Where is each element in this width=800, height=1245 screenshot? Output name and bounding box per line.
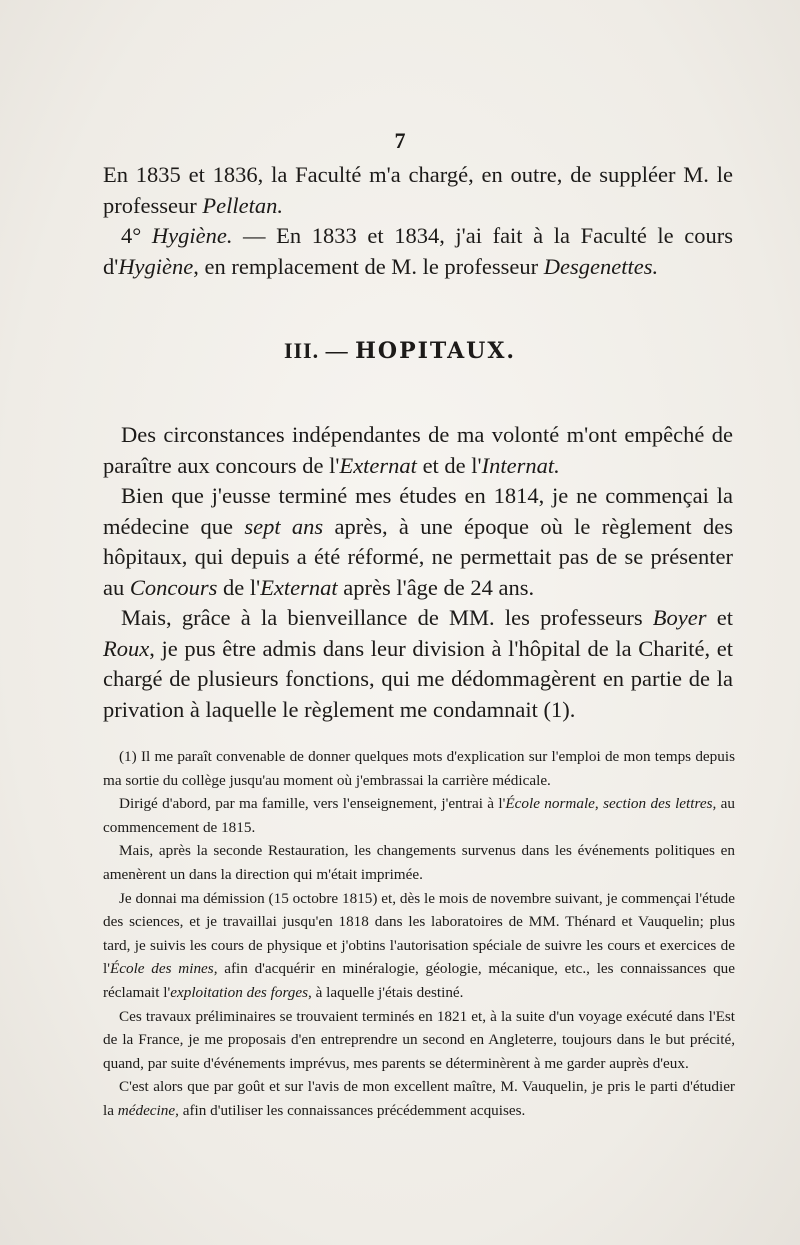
top-block	[103, 160, 733, 282]
page-number: 7	[394, 128, 406, 153]
hygiene-paragraph: 4° Hygiène. — En 1833 et 1834, j'ai fait à la Faculté le cours d'Hygiène, en remplacement de M. le professeur Desgenettes.	[103, 223, 733, 279]
hygiene-title: Hygiène.	[151, 223, 233, 248]
footnote-medecine: C'est alors que par goût et sur l'avis de mon excellent maître, M. Vauquelin, je pris le parti d'étudier la médecine, afin d'utiliser les connaissances précédemment acquises.	[103, 1078, 735, 1119]
footnote-travaux: Ces travaux préliminaires se trouvaient terminés en 1821 et, à la suite d'un voyage exécuté dans l'Est de la France, je me proposais d'en entreprendre un second en Angleterre, toujours dans le but précité, quand, par suite d'événements imprévus, mes parents se déterminèrent à me garder auprès d'eux.	[103, 1007, 735, 1072]
desgenettes-name: Desgenettes.	[543, 253, 659, 279]
footnote-intro: (1) Il me paraît convenable de donner quelques mots d'explication sur l'emploi de mon temps depuis ma sortie du collège jusqu'au moment où j'embrassai la carrière médicale.	[103, 748, 735, 789]
suppleance-paragraph: En 1835 et 1836, la Faculté m'a chargé, en outre, de suppléer M. le professeur Pelletan.	[103, 162, 733, 218]
pelletan-name: Pelletan.	[202, 192, 283, 218]
hospitals-body	[103, 420, 733, 725]
paragraph-charite: Mais, grâce à la bienveillance de MM. les professeurs Boyer et Roux, je pus être admis dans leur division à l'hôpital de la Charité, et chargé de plusieurs fonctions, qui me dédommagèrent en partie de la privation à laquelle le règlement me condamnait (1).	[103, 605, 733, 722]
section-heading: III. — HOPITAUX.	[283, 338, 517, 364]
footnote-demission: Je donnai ma démission (15 octobre 1815) et, dès le mois de novembre suivant, je commençai l'étude des sciences, et je travaillai jusqu'en 1818 dans les laboratoires de MM. Thénard et Vauquelin; plus tard, je suivis les cours de physique et j'obtins l'autorisation spéciale de suivre les cours et exercices de l'École des mines, afin d'acquérir en minéralogie, géologie, mécanique, etc., les connaissances que réclamait l'exploitation des forges, à laquelle j'étais destiné.	[103, 889, 736, 1001]
paragraph-studies: Bien que j'eusse terminé mes études en 1814, je ne commençai la médecine que sept ans après, à une époque où le règlement des hôpitaux, qui depuis a été réformé, ne permettait pas de se présenter au Concours de l'Externat après l'âge de 24 ans.	[103, 483, 734, 600]
footnote-restauration: Mais, après la seconde Restauration, les changements survenus dans les événements politiques en amenèrent un dans la direction qui m'était imprimée.	[103, 842, 735, 883]
footnote-ecole-normale: Dirigé d'abord, par ma famille, vers l'enseignement, j'entrai à l'École normale, section des lettres, au commencement de 1815.	[103, 795, 735, 836]
paragraph-circumstances: Des circonstances indépendantes de ma volonté m'ont empêché de paraître aux concours de l'Externat et de l'Internat.	[103, 422, 733, 478]
footnote	[103, 745, 735, 1123]
